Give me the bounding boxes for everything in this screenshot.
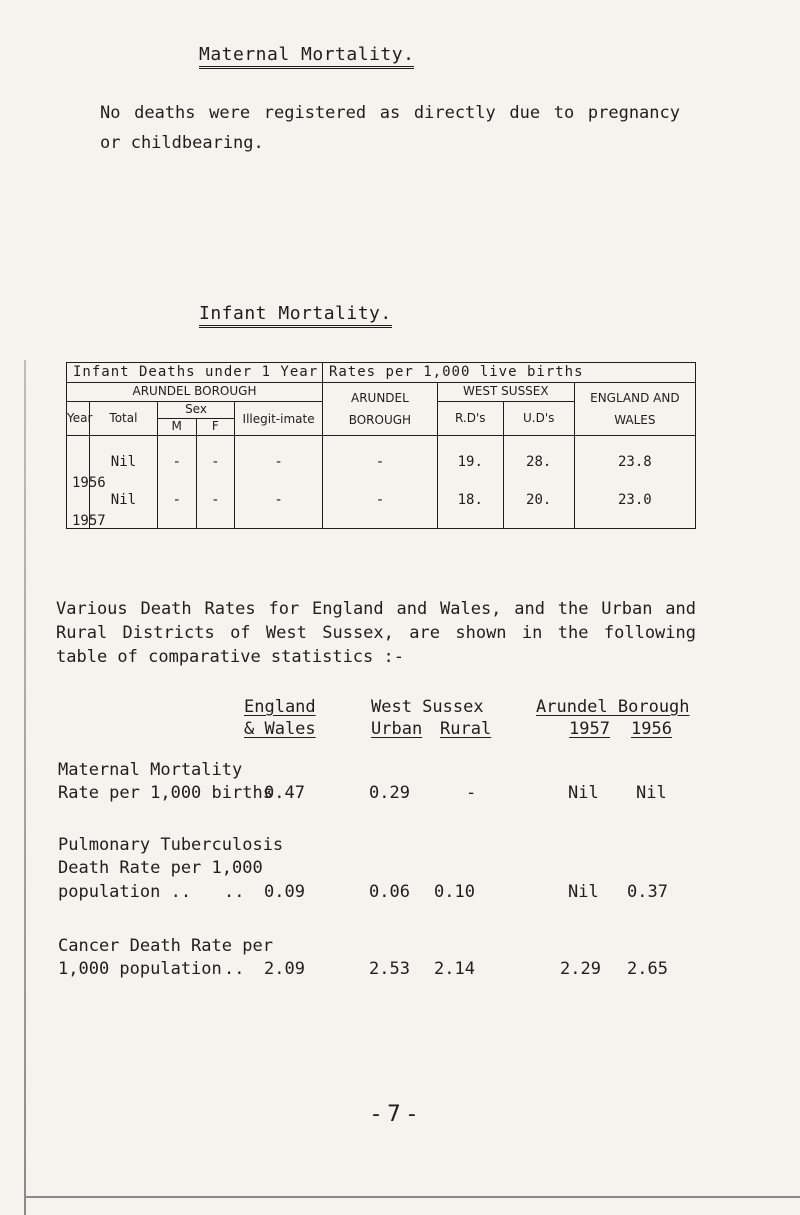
row-dots: .. (224, 882, 245, 902)
maternal-mortality-text: No deaths were registered as directly due to pregnancy or childbearing. (100, 103, 680, 153)
cell-total: Nil (89, 436, 157, 483)
value-arundel-1957: 2.29 (560, 959, 601, 979)
infant-mortality-table (66, 362, 696, 529)
col-f: F (196, 419, 235, 436)
value-arundel-1956: 0.37 (627, 882, 668, 902)
header-urban: Urban (371, 719, 423, 739)
table-row (67, 436, 696, 483)
page-number: - 7 - (372, 1102, 416, 1127)
value-ew: 0.47 (264, 783, 305, 803)
header-rural: Rural (440, 719, 492, 739)
cell-arundel: - (322, 436, 437, 483)
col-west-sussex: WEST SUSSEX (437, 383, 574, 402)
infant-deaths-header: Infant Deaths under 1 Year (67, 363, 323, 383)
value-rural: 0.10 (434, 882, 475, 902)
value-arundel-1957: Nil (568, 783, 599, 803)
col-rds: R.D's (437, 402, 503, 436)
row-label: Death Rate per 1,000 (58, 858, 263, 878)
row-label: 1,000 population (58, 959, 222, 979)
value-ew: 0.09 (264, 882, 305, 902)
header-1956: 1956 (631, 719, 672, 739)
header-wales: & Wales (244, 719, 316, 739)
header-1957: 1957 (569, 719, 610, 739)
header-england: England (244, 697, 316, 717)
cell-f: - (196, 436, 235, 483)
cell-arundel: - (322, 482, 437, 529)
value-arundel-1956: 2.65 (627, 959, 668, 979)
header-west-sussex: West Sussex (371, 697, 484, 717)
value-urban: 0.06 (369, 882, 410, 902)
cell-f: - (196, 482, 235, 529)
header-arundel-borough: Arundel Borough (536, 697, 690, 717)
row-label: Rate per 1,000 births (58, 783, 273, 803)
col-sex: Sex (157, 402, 234, 419)
value-arundel-1957: Nil (568, 882, 599, 902)
col-year: Year (67, 402, 90, 436)
infant-mortality-title: Infant Mortality. (199, 303, 392, 328)
value-arundel-1956: Nil (636, 783, 667, 803)
comparative-intro: Various Death Rates for England and Wales, and the Urban and Rural Districts of West Sussex, are shown in the following table of comparative statistics :- (56, 599, 696, 667)
value-urban: 2.53 (369, 959, 410, 979)
cell-illeg: - (235, 436, 323, 483)
value-rural: - (466, 783, 477, 803)
value-rural: 2.14 (434, 959, 475, 979)
cell-ew: 23.8 (574, 436, 695, 483)
cell-ud: 20. (503, 482, 574, 529)
page-bottom-line (24, 1196, 800, 1198)
col-arundel-borough: ARUNDEL BOROUGH (322, 383, 437, 436)
cell-ew: 23.0 (574, 482, 695, 529)
maternal-mortality-title: Maternal Mortality. (199, 44, 414, 69)
table-row (67, 482, 696, 529)
col-total: Total (89, 402, 157, 436)
col-m: M (157, 419, 196, 436)
cell-year: 1956 (72, 475, 106, 491)
row-label: Pulmonary Tuberculosis (58, 835, 284, 855)
cell-rd: 19. (437, 436, 503, 483)
cell-ud: 28. (503, 436, 574, 483)
rates-header: Rates per 1,000 live births (322, 363, 695, 383)
row-label: Cancer Death Rate per (58, 936, 273, 956)
cell-illeg: - (235, 482, 323, 529)
cell-year: 1957 (72, 513, 106, 529)
col-uds: U.D's (503, 402, 574, 436)
cell-m: - (157, 436, 196, 483)
row-label: population .. (58, 882, 192, 902)
cell-rd: 18. (437, 482, 503, 529)
cell-m: - (157, 482, 196, 529)
value-ew: 2.09 (264, 959, 305, 979)
value-urban: 0.29 (369, 783, 410, 803)
col-illegitimate: Illegit-imate (235, 402, 323, 436)
arundel-borough-header: ARUNDEL BOROUGH (67, 383, 323, 402)
cell-total: Nil (89, 482, 157, 529)
col-england-wales: ENGLAND AND WALES (574, 383, 695, 436)
row-dots: .. (224, 959, 245, 979)
row-label: Maternal Mortality (58, 760, 243, 780)
page-margin-line (24, 360, 26, 1215)
